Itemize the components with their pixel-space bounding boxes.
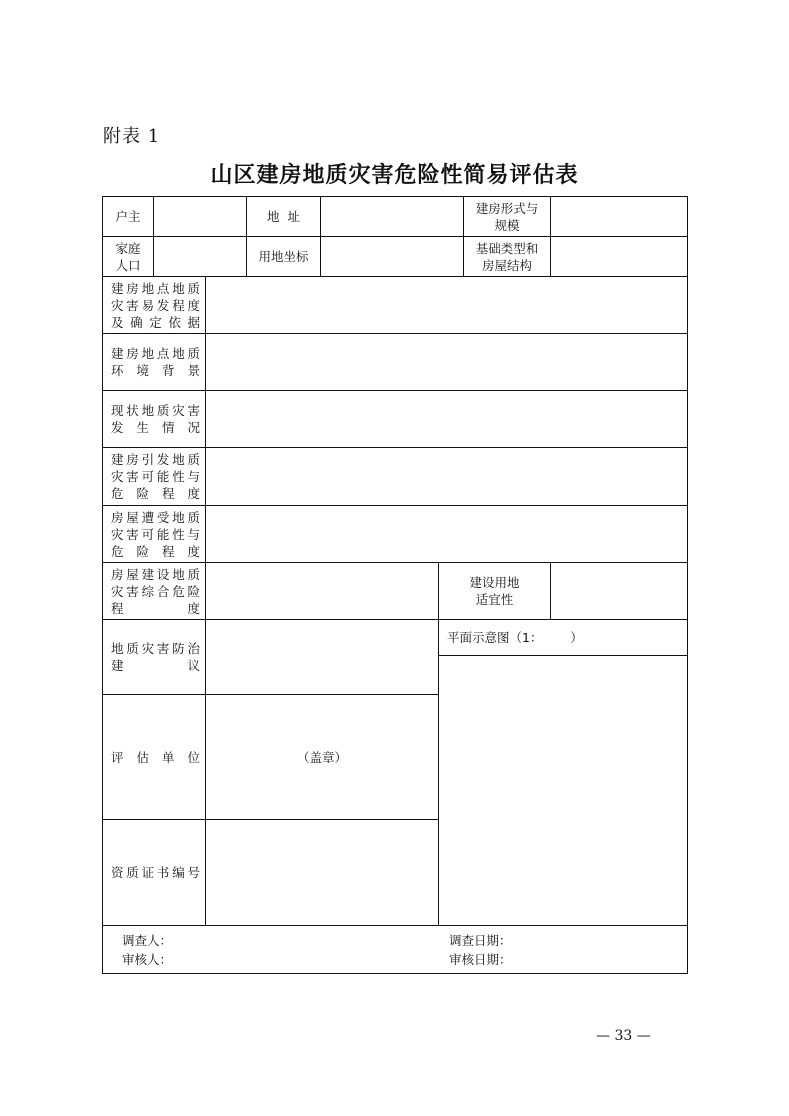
current-status-label: 现状地质灾害 发生情况 [102,390,206,448]
investigation-date-label: 调查日期： [449,933,512,948]
building-form-label: 建房形式与 规模 [463,196,551,237]
environment-field[interactable] [205,333,688,391]
coord-field[interactable] [320,236,464,277]
household-pop-field[interactable] [153,236,247,277]
signature-row [102,925,688,974]
susceptibility-label: 建房地点地质 灾害易发程度 及确定依据 [102,276,206,334]
prevention-field[interactable] [205,619,439,695]
suitability-field[interactable] [550,562,688,620]
building-form-field[interactable] [550,196,688,237]
current-status-field[interactable] [205,390,688,448]
evaluation-unit-field[interactable] [205,694,439,820]
prevention-label: 地质灾害防治 建议 [102,619,206,695]
seal-placeholder: （盖章） [296,749,347,765]
investigator-label: 调查人： [122,933,173,948]
suffered-risk-label: 房屋遭受地质 灾害可能性与 危险程度 [102,505,206,563]
comprehensive-risk-field[interactable] [205,562,439,620]
reviewer-label: 审核人： [122,952,173,967]
plan-sketch-area[interactable] [438,655,688,926]
owner-label: 户主 [102,196,154,237]
foundation-label: 基础类型和 房屋结构 [463,236,551,277]
suitability-label: 建设用地 适宜性 [438,562,551,620]
coord-label: 用地坐标 [246,236,321,277]
induced-risk-label: 建房引发地质 灾害可能性与 危险程度 [102,447,206,506]
environment-label: 建房地点地质 环境背景 [102,333,206,391]
comprehensive-risk-label: 房屋建设地质 灾害综合危险 程度 [102,562,206,620]
certificate-field[interactable] [205,819,439,926]
review-date-label: 审核日期： [449,952,512,967]
certificate-label: 资质证书编号 [102,819,206,926]
appendix-caption: 附表 1 [103,126,161,147]
evaluation-unit-label: 评估单位 [102,694,206,820]
address-field[interactable] [320,196,464,237]
foundation-field[interactable] [550,236,688,277]
address-label: 地 址 [246,196,321,237]
suffered-risk-field[interactable] [205,505,688,563]
form-title: 山区建房地质灾害危险性简易评估表 [210,162,579,188]
induced-risk-field[interactable] [205,447,688,506]
household-pop-label: 家庭 人口 [102,236,154,277]
susceptibility-field[interactable] [205,276,688,334]
owner-field[interactable] [153,196,247,237]
page-number: — 33 — [596,1028,651,1044]
plan-sketch-label: 平面示意图（1： ） [438,619,688,656]
